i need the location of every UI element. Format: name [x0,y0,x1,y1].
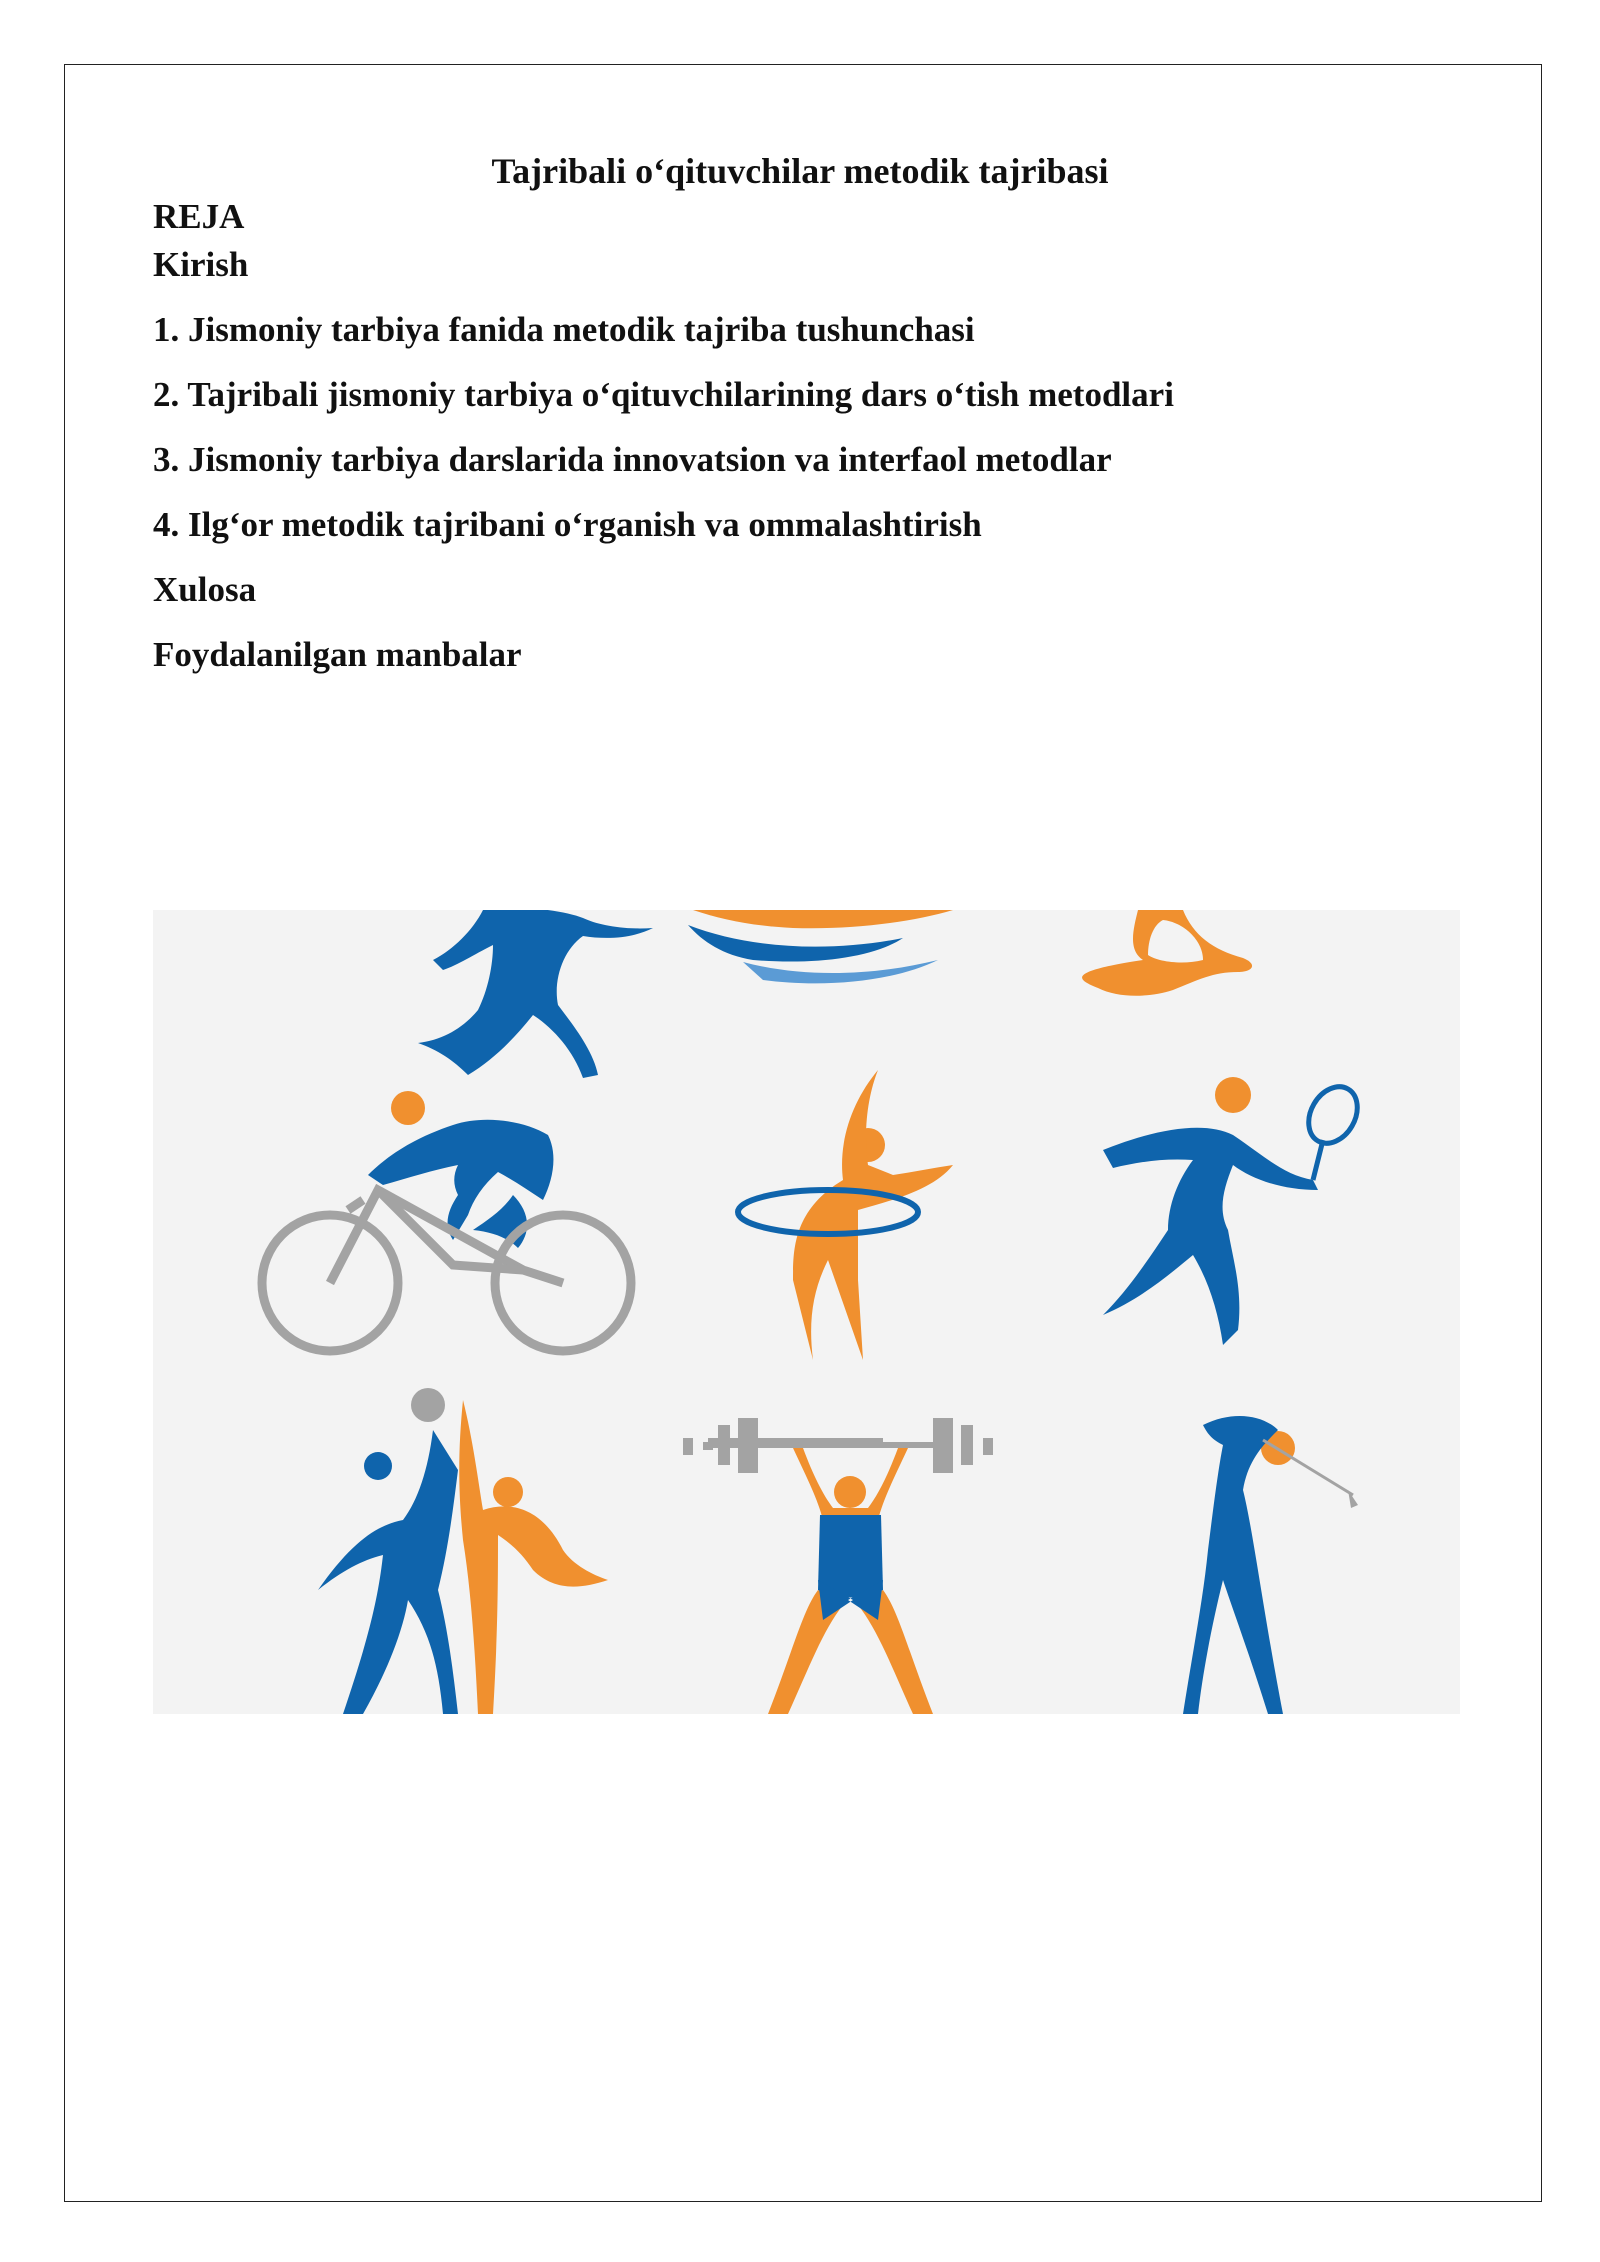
plan-item-intro: Kirish [153,245,249,284]
plan-item-sources: Foydalanilgan manbalar [153,635,522,674]
plan-item-4: 4. Ilg‘or metodik tajribani o‘rganish va ommalashtirish [153,505,982,544]
plan-item-3: 3. Jismoniy tarbiya darslarida innovatsion va interfaol metodlar [153,440,1112,479]
plan-item-2: 2. Tajribali jismoniy tarbiya o‘qituvchilarining dars o‘tish metodlari [153,375,1174,414]
plan-item-conclusion: Xulosa [153,570,257,609]
document-title: Tajribali o‘qituvchilar metodik tajribasi [491,151,1109,191]
sports-illustration [153,910,1460,1714]
plan-list [153,194,1174,695]
plan-heading: REJA [153,197,245,236]
plan-item-1: 1. Jismoniy tarbiya fanida metodik tajriba tushunchasi [153,310,975,349]
